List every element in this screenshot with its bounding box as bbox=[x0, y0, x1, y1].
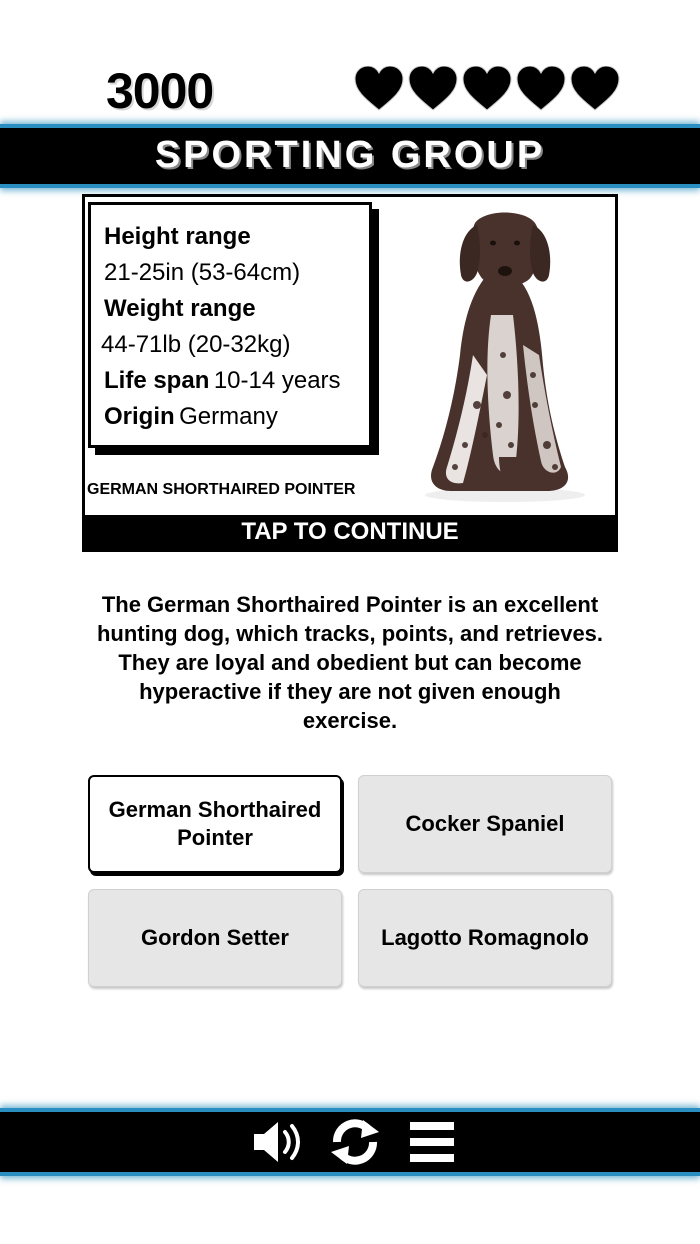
heart-icon bbox=[354, 66, 404, 112]
answer-button-gordon-setter[interactable]: Gordon Setter bbox=[88, 889, 342, 987]
lives-indicator bbox=[354, 66, 620, 112]
height-label: Height range bbox=[104, 223, 251, 250]
breed-info-card[interactable] bbox=[82, 194, 618, 552]
refresh-icon[interactable] bbox=[325, 1118, 385, 1166]
heart-icon bbox=[516, 66, 566, 112]
breed-description: The German Shorthaired Pointer is an excellent hunting dog, which tracks, points, and retrieves. They are loyal and obedient but can become hyperactive if they are not given enough exercise. bbox=[96, 592, 604, 733]
category-title: SPORTING GROUP bbox=[154, 134, 546, 176]
answer-button-german-shorthaired-pointer[interactable]: German Shorthaired Pointer bbox=[88, 775, 342, 873]
height-value: 21-25in (53-64cm) bbox=[104, 259, 301, 286]
breed-stats-panel bbox=[88, 202, 372, 448]
weight-value: 44-71lb (20-32kg) bbox=[101, 331, 291, 358]
weight-label: Weight range bbox=[104, 295, 256, 322]
sound-icon[interactable] bbox=[252, 1118, 304, 1166]
origin-row bbox=[104, 399, 369, 435]
breed-name-label: GERMAN SHORTHAIRED POINTER bbox=[87, 481, 356, 498]
bottom-toolbar bbox=[0, 1108, 700, 1176]
origin-value: Germany bbox=[179, 403, 278, 430]
dog-image bbox=[415, 205, 595, 505]
lifespan-value: 10-14 years bbox=[213, 367, 341, 394]
answer-button-lagotto-romagnolo[interactable]: Lagotto Romagnolo bbox=[358, 889, 612, 987]
answer-button-cocker-spaniel[interactable]: Cocker Spaniel bbox=[358, 775, 612, 873]
lifespan-label: Life span bbox=[104, 367, 210, 394]
origin-label: Origin bbox=[104, 403, 175, 430]
category-banner bbox=[0, 124, 700, 188]
lifespan-row bbox=[104, 363, 369, 399]
tap-to-continue-button[interactable]: TAP TO CONTINUE bbox=[85, 515, 615, 549]
heart-icon bbox=[462, 66, 512, 112]
heart-icon bbox=[570, 66, 620, 112]
score-display: 3000 bbox=[106, 63, 214, 119]
menu-icon[interactable] bbox=[408, 1118, 456, 1166]
heart-icon bbox=[408, 66, 458, 112]
